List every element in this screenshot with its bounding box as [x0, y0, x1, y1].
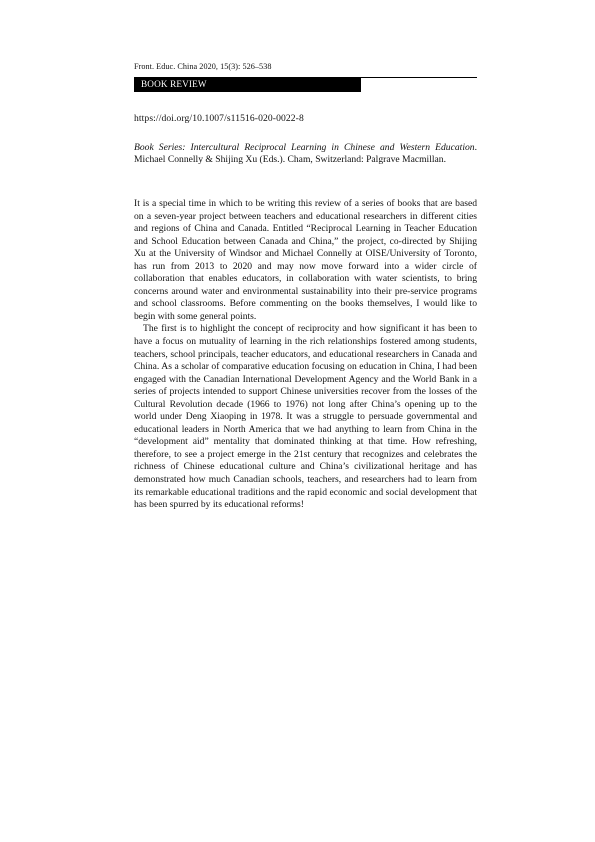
body-paragraph-1: It is a special time in which to be writing this review of a series of books that are based on a seven-year project between teachers and educational researchers in different cities and regions of China and Canada. Entitled “Reciprocal Learning in Teacher Education and School Education between Canada and China,” the project, co-directed by Shijing Xu at the University of Windsor and Michael Connelly at OISE/University of Toronto, has run from 2013 to 2020 and may now move forward into a wider circle of collaboration that enables educators, in collaboration with water scientists, to bring concerns around water and environmental sustainability into their pre-service programs and school classrooms. Before commenting on the books themselves, I would like to begin with some general points.: [134, 198, 477, 322]
book-citation: [134, 142, 477, 166]
section-label: BOOK REVIEW: [141, 79, 207, 89]
journal-reference: Front. Educ. China 2020, 15(3): 526–538: [134, 62, 272, 71]
series-title: Book Series: Intercultural Reciprocal Learning in Chinese and Western Education: [134, 142, 475, 153]
doi-link[interactable]: https://doi.org/10.1007/s11516-020-0022-8: [134, 113, 304, 124]
section-banner: [134, 78, 361, 92]
body-paragraph-2: The first is to highlight the concept of reciprocity and how significant it has been to have a focus on mutuality of learning in the rich relationships fostered among students, teachers, school principals, teacher educators, and educational researchers in Canada and China. As a scholar of comparative education focusing on education in China, I had been engaged with the Canadian International Development Agency and the World Bank in a series of projects intended to support Chinese universities recover from the losses of the Cultural Revolution decade (1966 to 1976) not long after China’s opening up to the world under Deng Xiaoping in 1978. It was a struggle to persuade governmental and educational leaders in North America that we had anything to learn from China in the “development aid” mentality that dominated thinking at that time. How refreshing, therefore, to see a project emerge in the 21st century that recognizes and celebrates the richness of Chinese educational culture and China’s civilizational heritage and has demonstrated how much Canadian schools, teachers, and researchers had to learn from its remarkable educational traditions and the rapid economic and social development that has been spurred by its educational reforms!: [134, 323, 477, 511]
citation-details: . Michael Connelly & Shijing Xu (Eds.). Cham, Switzerland: Palgrave Macmillan.: [134, 142, 477, 166]
review-body: [134, 198, 477, 512]
